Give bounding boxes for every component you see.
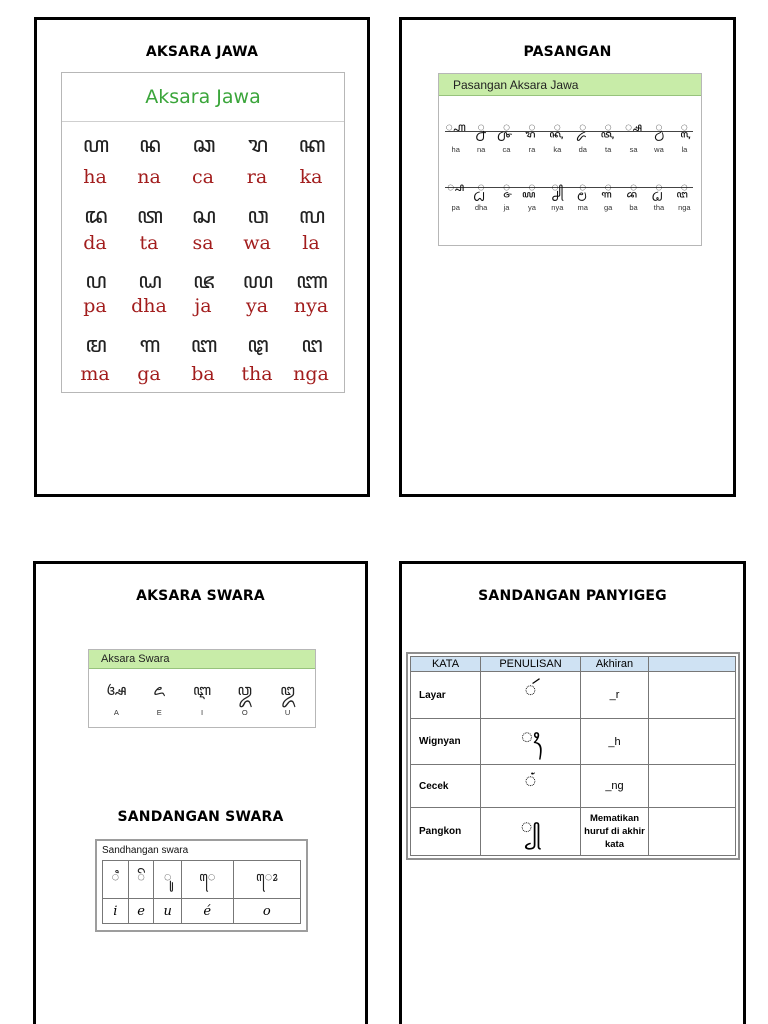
- pasangan-glyph: ꧀ꦥ: [447, 180, 465, 194]
- penulisan-glyph: ꦂ: [481, 672, 581, 719]
- table-row: [411, 672, 736, 719]
- latin-label: ga: [603, 203, 613, 212]
- javanese-glyph: ꦢ: [84, 204, 106, 229]
- kata-cell: Wignyan: [411, 719, 481, 765]
- javanese-glyph: ꦭ: [298, 204, 324, 229]
- pasangan-glyph: ꧀ꦭ: [680, 120, 688, 134]
- table-title: Aksara Swara: [89, 650, 315, 669]
- akhiran-cell: _r: [581, 672, 649, 719]
- latin-label: ra: [246, 166, 268, 188]
- akhiran-cell: _h: [581, 719, 649, 765]
- javanese-glyph: ꦝ: [138, 269, 160, 294]
- latin-label: ja: [503, 203, 510, 212]
- card-title: AKSARA SWARA: [136, 588, 265, 604]
- latin-label: ka: [299, 166, 323, 188]
- card-title: AKSARA JAWA: [145, 44, 259, 60]
- latin-label: u: [154, 899, 182, 924]
- javanese-glyph: ꦒ: [139, 333, 159, 358]
- kata-cell: Layar: [411, 672, 481, 719]
- latin-label: ka: [553, 145, 562, 154]
- latin-label: la: [681, 145, 688, 154]
- latin-label: ha: [83, 166, 107, 188]
- empty-cell: [649, 719, 736, 765]
- swara-glyph: ꦌ: [153, 681, 166, 699]
- empty-cell: [649, 808, 736, 856]
- section-title: SANDANGAN SWARA: [117, 809, 284, 825]
- table-row: [411, 765, 736, 808]
- sandangan-glyph: ꦼ: [128, 861, 154, 899]
- table-row: [411, 808, 736, 856]
- pasangan-glyph: ꧀ꦕ: [502, 120, 511, 134]
- empty-cell: [649, 672, 736, 719]
- sandangan-panyigeg-table: [406, 652, 740, 860]
- latin-row: [62, 232, 344, 254]
- card-pasangan: [399, 17, 736, 497]
- latin-label: na: [137, 166, 161, 188]
- javanese-glyph: ꦤ: [139, 133, 159, 158]
- pasangan-glyph: ꧀ꦪ: [528, 180, 536, 194]
- pasangan-glyph: ꧀ꦧ: [629, 180, 638, 194]
- latin-label: E: [156, 708, 162, 717]
- pasangan-glyph: ꧀ꦛ: [655, 180, 663, 194]
- javanese-glyph: ꦕ: [192, 133, 214, 158]
- latin-label: ya: [245, 295, 269, 317]
- latin-label: ma: [80, 363, 110, 385]
- latin-label: ba: [629, 203, 638, 212]
- pasangan-glyph: ꧀ꦒ: [604, 180, 612, 194]
- pasangan-glyph: ꧀ꦤ: [477, 120, 485, 134]
- latin-label: e: [128, 899, 154, 924]
- aksara-jawa-table: [61, 72, 345, 393]
- penulisan-glyph: ꦃ: [481, 719, 581, 765]
- javanese-glyph: ꦛ: [247, 333, 267, 358]
- sandangan-swara-grid: [102, 860, 301, 924]
- javanese-glyph: ꦱ: [192, 204, 214, 229]
- header-row: [411, 657, 736, 672]
- latin-label: sa: [192, 232, 214, 254]
- table-title: Aksara Jawa: [62, 73, 344, 122]
- sandangan-swara-table: [95, 839, 308, 932]
- column-header: PENULISAN: [481, 657, 581, 672]
- pasangan-glyph: ꧀ꦱ: [625, 120, 643, 134]
- javanese-glyph: ꦏ: [298, 133, 324, 158]
- latin-label: la: [302, 232, 320, 254]
- javanese-glyph: ꦩ: [85, 333, 105, 358]
- penulisan-glyph: ꦁ: [481, 765, 581, 808]
- latin-label: nga: [293, 363, 329, 385]
- card-aksara-swara: [33, 561, 368, 1024]
- javanese-glyph: ꦧ: [190, 333, 216, 358]
- latin-row: [443, 203, 697, 212]
- pasangan-glyph: ꧀ꦔ: [680, 180, 688, 194]
- pasangan-glyph: ꧀ꦮ: [655, 120, 663, 134]
- latin-label: nya: [551, 203, 564, 212]
- sandangan-glyph: ꦶ: [103, 861, 129, 899]
- latin-label: i: [103, 899, 129, 924]
- latin-label: dha: [474, 203, 488, 212]
- latin-label: ra: [528, 145, 536, 154]
- latin-label: ja: [194, 295, 212, 317]
- javanese-glyph: ꦲ: [82, 133, 108, 158]
- latin-label: é: [181, 899, 233, 924]
- pasangan-glyph: ꧀ꦏ: [553, 120, 561, 134]
- latin-label: A: [113, 708, 119, 717]
- latin-label: da: [578, 145, 587, 154]
- latin-row: [62, 166, 344, 188]
- latin-row: [62, 295, 344, 317]
- panyigeg-grid: [410, 656, 736, 856]
- table-title: Pasangan Aksara Jawa: [439, 74, 701, 96]
- pasangan-glyph: ꧀ꦝ: [477, 180, 485, 194]
- swara-glyph: ꦆ: [192, 681, 212, 699]
- empty-cell: [649, 765, 736, 808]
- column-header: Akhiran: [581, 657, 649, 672]
- javanese-glyph: ꦚ: [296, 269, 326, 294]
- latin-label: sa: [629, 145, 638, 154]
- latin-label: ca: [502, 145, 511, 154]
- latin-label: ha: [451, 145, 460, 154]
- swara-glyph: ꦄ: [106, 681, 127, 699]
- kata-cell: Pangkon: [411, 808, 481, 856]
- pasangan-glyph: ꧀ꦚ: [551, 180, 564, 194]
- penulisan-glyph: ꧀: [481, 808, 581, 856]
- aksara-swara-table: [88, 649, 316, 728]
- kata-cell: Cecek: [411, 765, 481, 808]
- latin-label: I: [200, 708, 204, 717]
- javanese-glyph: ꦔ: [301, 333, 321, 358]
- swara-glyph: ꦈ: [280, 681, 295, 699]
- akhiran-cell: _ng: [581, 765, 649, 808]
- glyph-row: [443, 118, 697, 142]
- table-row: [411, 719, 736, 765]
- column-header: [649, 657, 736, 672]
- pasangan-glyph: ꧀ꦲ: [445, 120, 466, 134]
- glyph-row: [103, 861, 301, 899]
- latin-label: U: [284, 708, 291, 717]
- latin-label: O: [241, 708, 248, 717]
- column-header: KATA: [411, 657, 481, 672]
- latin-label: ta: [139, 232, 159, 254]
- card-sandangan-panyigeg: [399, 561, 746, 1024]
- latin-row: [443, 145, 697, 154]
- latin-label: pa: [451, 203, 460, 212]
- latin-label: ca: [192, 166, 214, 188]
- javanese-glyph: ꦠ: [136, 204, 162, 229]
- card-title: PASANGAN: [523, 44, 612, 60]
- sandangan-glyph: ꦺ: [181, 861, 233, 899]
- latin-label: nga: [678, 203, 691, 212]
- latin-label: ma: [577, 203, 588, 212]
- javanese-glyph: ꦗ: [193, 269, 213, 294]
- latin-label: na: [476, 145, 486, 154]
- latin-label: tha: [653, 203, 665, 212]
- glyph-row: [443, 178, 697, 202]
- swara-glyph: ꦎ: [237, 681, 253, 699]
- card-title: SANDANGAN PANYIGEG: [478, 588, 667, 604]
- javanese-glyph: ꦫ: [247, 133, 267, 158]
- javanese-glyph: ꦥ: [85, 269, 105, 294]
- latin-label: tha: [241, 363, 273, 385]
- pasangan-glyph: ꧀ꦗ: [502, 180, 511, 194]
- latin-row: [62, 363, 344, 385]
- pasangan-glyph: ꧀ꦠ: [604, 120, 612, 134]
- latin-row: [95, 708, 309, 717]
- glyph-row: [95, 678, 309, 709]
- latin-label: dha: [131, 295, 167, 317]
- latin-label: wa: [243, 232, 271, 254]
- card-aksara-jawa: [34, 17, 370, 497]
- latin-label: ta: [605, 145, 612, 154]
- akhiran-cell: Mematikan huruf di akhir kata: [581, 808, 649, 856]
- latin-label: pa: [83, 295, 107, 317]
- latin-label: ba: [191, 363, 215, 385]
- pasangan-table: [438, 73, 702, 246]
- latin-label: ga: [137, 363, 161, 385]
- latin-label: da: [83, 232, 107, 254]
- sandangan-glyph: ꦺꦴ: [233, 861, 300, 899]
- latin-label: o: [233, 899, 300, 924]
- pasangan-glyph: ꧀ꦢ: [579, 120, 587, 134]
- latin-label: ya: [527, 203, 536, 212]
- latin-row: [103, 899, 301, 924]
- pasangan-glyph: ꧀ꦫ: [528, 120, 536, 134]
- javanese-glyph: ꦮ: [247, 204, 267, 229]
- latin-label: nya: [293, 295, 329, 317]
- javanese-glyph: ꦪ: [242, 269, 272, 294]
- sandangan-glyph: ꦸ: [154, 861, 182, 899]
- latin-label: wa: [654, 145, 664, 154]
- table-title: Sandhangan swara: [102, 845, 189, 856]
- pasangan-glyph: ꧀ꦩ: [579, 180, 587, 194]
